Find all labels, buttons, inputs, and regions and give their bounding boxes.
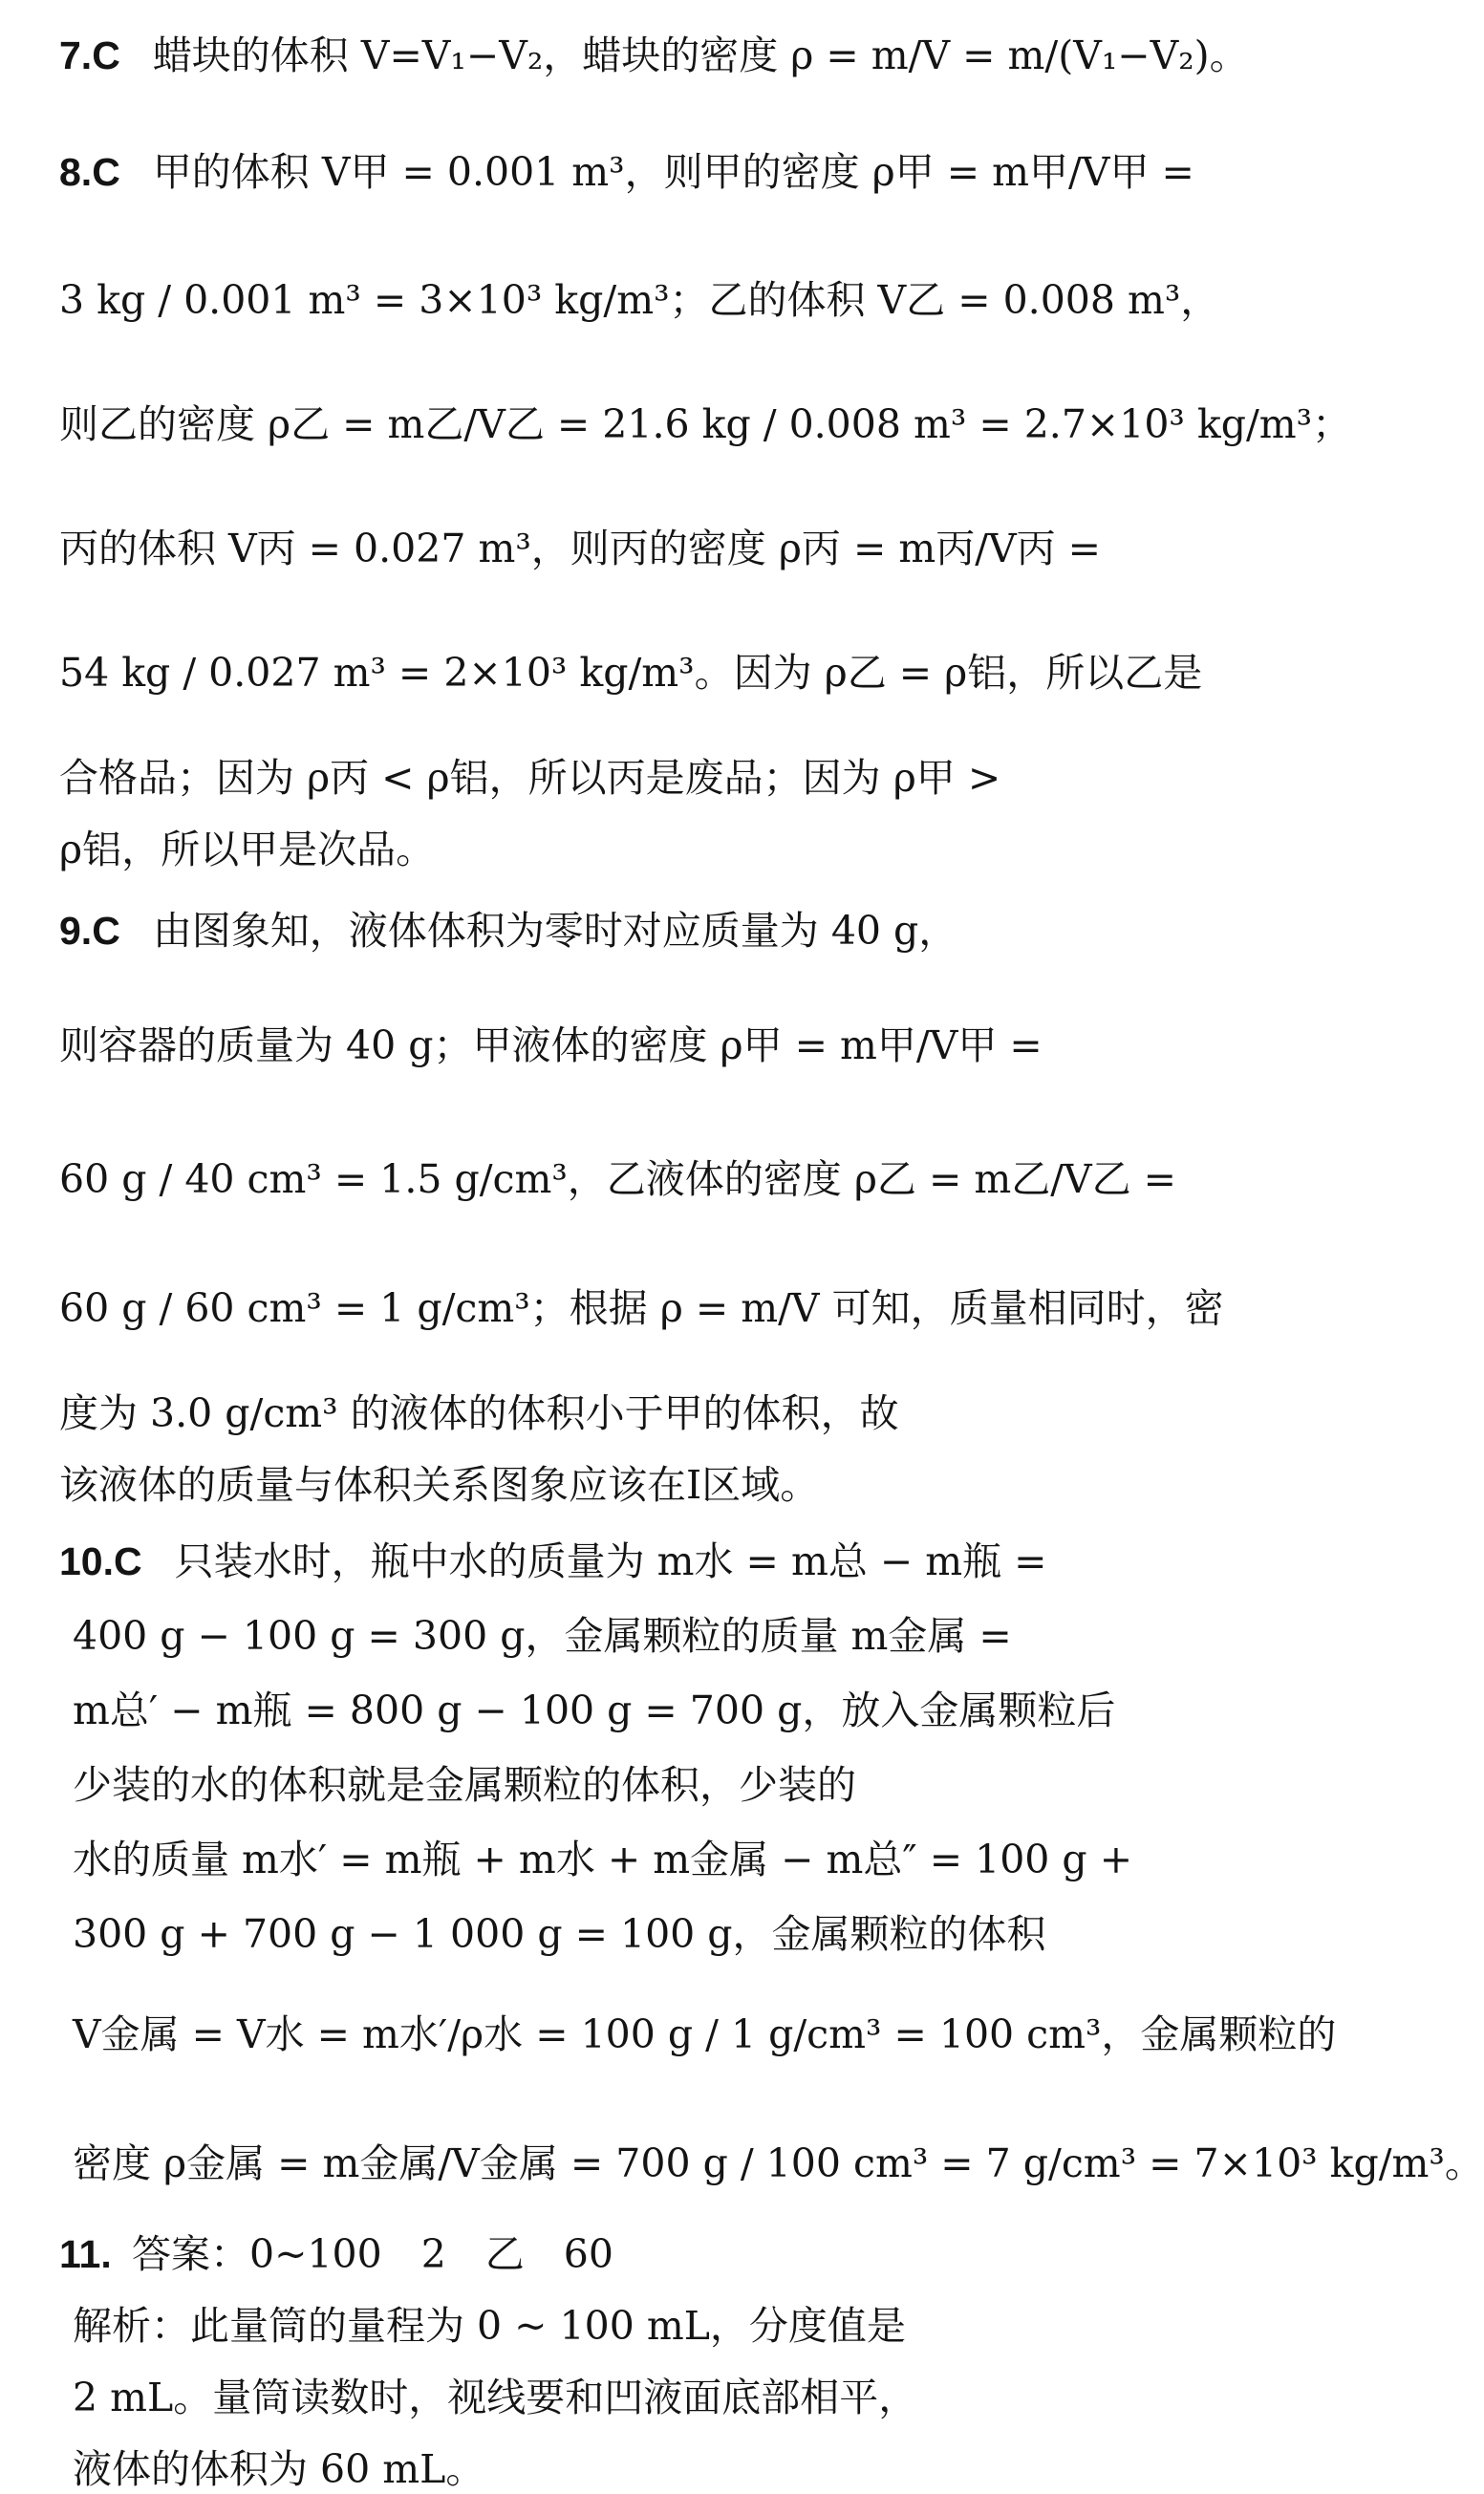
q10-line-5	[73, 1837, 1133, 1882]
q8-text-3: 则乙的密度 ρ乙 = m乙/V乙 = 21.6 kg / 0.008 m³ = 2.7×10³ kg/m³；	[59, 401, 1352, 447]
q10-line-8	[73, 2140, 1484, 2186]
q9-text-3: 60 g / 40 cm³ = 1.5 g/cm³，乙液体的密度 ρ乙 = m乙/V乙 =	[59, 1156, 1177, 1202]
q10-line-3	[73, 1688, 1116, 1733]
q10-text-5: 水的质量 m水′ = m瓶 + m水 + m金属 − m总″ = 100 g +	[73, 1837, 1133, 1882]
q8-text-7: ρ铝，所以甲是次品。	[59, 827, 436, 872]
q10-text-2: 400 g − 100 g = 300 g，金属颗粒的质量 m金属 =	[73, 1613, 1012, 1659]
q10-text-3: m总′ − m瓶 = 800 g − 100 g = 700 g，放入金属颗粒后	[73, 1688, 1116, 1733]
q9-line-3	[59, 1156, 1177, 1202]
q9-text-1: 由图象知，液体体积为零时对应质量为 40 g，	[152, 908, 958, 954]
q11-text-1: 答案：0~100 2 乙 60	[132, 2231, 613, 2277]
q9-text-6: 该液体的质量与体积关系图象应该在Ⅰ区域。	[59, 1462, 820, 1508]
q8-text-5: 54 kg / 0.027 m³ = 2×10³ kg/m³。因为 ρ乙 = ρ铝，所以乙是	[59, 650, 1203, 696]
q9-text-4: 60 g / 60 cm³ = 1 g/cm³；根据 ρ = m/V 可知，质量相同时，密	[59, 1285, 1224, 1331]
q11-number: 11.	[59, 2232, 112, 2276]
q8-line-4	[59, 526, 1102, 571]
q8-line-3	[59, 401, 1352, 447]
q10-answer: C	[114, 1539, 142, 1583]
q10-line-1	[59, 1538, 1047, 1584]
q8-text-4: 丙的体积 V丙 = 0.027 m³，则丙的密度 ρ丙 = m丙/V丙 =	[59, 526, 1102, 571]
q10-line-7	[73, 2011, 1337, 2057]
q10-line-2	[73, 1613, 1012, 1659]
q10-line-6	[73, 1911, 1046, 1957]
q9-number: 9.	[59, 909, 93, 953]
q10-text-8: 密度 ρ金属 = m金属/V金属 = 700 g / 100 cm³ = 7 g/cm³ = 7×10³ kg/m³。	[73, 2140, 1484, 2186]
q7-line-1	[59, 32, 1249, 78]
q10-text-4: 少装的水的体积就是金属颗粒的体积，少装的	[73, 1762, 856, 1808]
q10-text-1: 只装水时，瓶中水的质量为 m水 = m总 − m瓶 =	[174, 1538, 1047, 1584]
q11-line-1	[59, 2231, 874, 2277]
q8-text-2: 3 kg / 0.001 m³ = 3×10³ kg/m³；乙的体积 V乙 = 0.008 m³，	[59, 277, 1220, 323]
q9-line-6	[59, 1462, 874, 1508]
q9-line-2	[59, 1022, 1043, 1068]
q8-number: 8.	[59, 150, 93, 194]
q7-number: 7.	[59, 33, 93, 77]
q10-line-4	[73, 1762, 874, 1808]
q9-answer: C	[92, 909, 120, 953]
q8-line-5	[59, 650, 1203, 696]
q9-line-5	[59, 1390, 899, 1436]
q9-line-1	[59, 908, 958, 954]
q11-line-3	[73, 2375, 918, 2420]
q11-text-3: 2 mL。量筒读数时，视线要和凹液面底部相平，	[73, 2375, 918, 2420]
q10-number: 10.	[59, 1539, 114, 1583]
q7-answer: C	[92, 33, 120, 77]
q8-text-1: 甲的体积 V甲 = 0.001 m³，则甲的密度 ρ甲 = m甲/V甲 =	[152, 149, 1194, 195]
q10-text-6: 300 g + 700 g − 1 000 g = 100 g，金属颗粒的体积	[73, 1911, 1046, 1957]
q8-line-1	[59, 149, 1194, 195]
q9-text-2: 则容器的质量为 40 g；甲液体的密度 ρ甲 = m甲/V甲 =	[59, 1022, 1043, 1068]
q11-line-4	[73, 2446, 874, 2492]
q10-text-7: V金属 = V水 = m水′/ρ水 = 100 g / 1 g/cm³ = 100 cm³，金属颗粒的	[73, 2011, 1337, 2057]
q8-text-6: 合格品；因为 ρ丙 < ρ铝，所以丙是废品；因为 ρ甲 >	[59, 755, 1001, 801]
q8-line-7	[59, 827, 874, 872]
q7-text-1: 蜡块的体积 V=V₁−V₂，蜡块的密度 ρ = m/V = m/(V₁−V₂)。	[152, 32, 1249, 78]
q9-text-5: 度为 3.0 g/cm³ 的液体的体积小于甲的体积，故	[59, 1390, 899, 1436]
q11-text-2: 解析：此量筒的量程为 0 ~ 100 mL，分度值是	[73, 2303, 906, 2349]
q11-text-4: 液体的体积为 60 mL。	[73, 2446, 485, 2492]
q8-answer: C	[92, 150, 120, 194]
q8-line-2	[59, 277, 1220, 323]
q11-line-2	[73, 2303, 906, 2349]
q9-line-4	[59, 1285, 1224, 1331]
q8-line-6	[59, 755, 1001, 801]
